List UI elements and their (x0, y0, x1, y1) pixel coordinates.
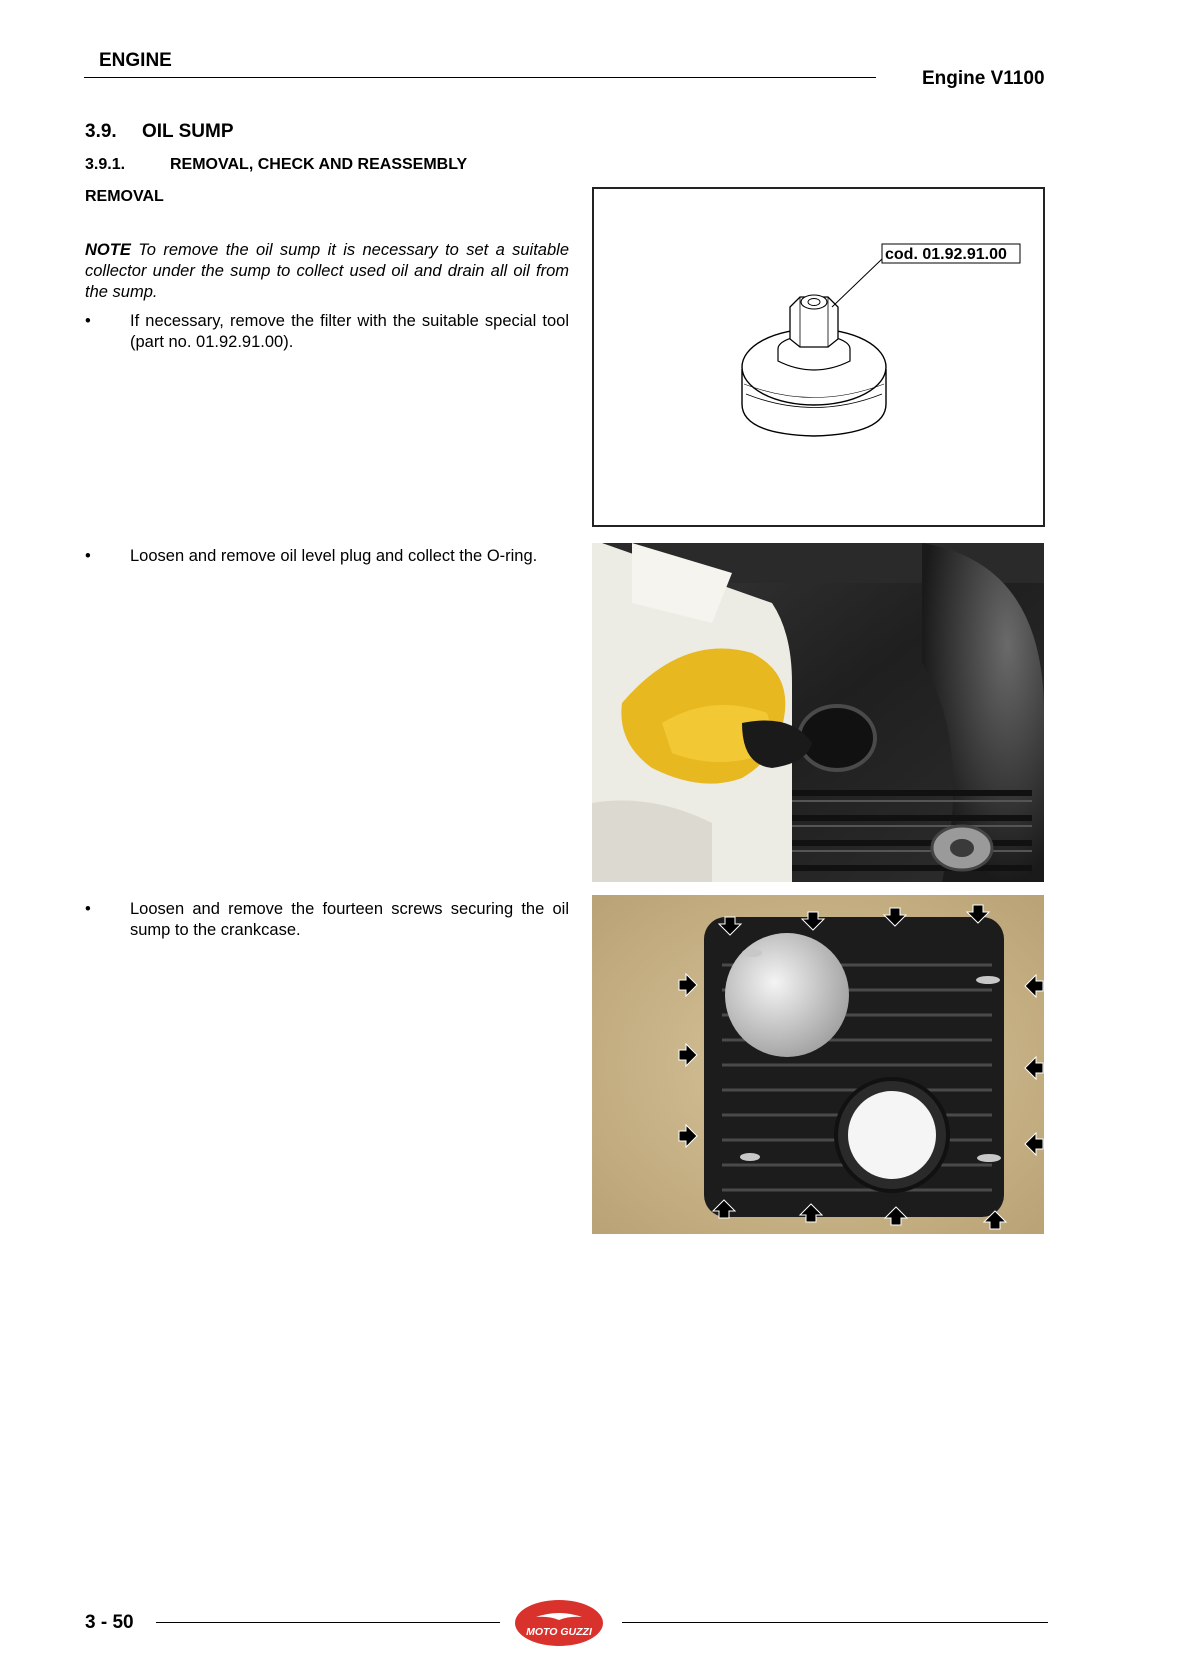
logo-text: MOTO GUZZI (526, 1626, 592, 1638)
subsection-title: REMOVAL, CHECK AND REASSEMBLY (170, 156, 468, 173)
step-item (85, 546, 569, 567)
oil-sump-screws-photo (592, 895, 1044, 1234)
tool-code-label: cod. 01.92.91.00 (885, 246, 1007, 263)
step-text: Loosen and remove oil level plug and collect the O-ring. (130, 547, 538, 565)
glove-plug-illustration (592, 543, 1044, 882)
oil-level-plug-photo (592, 543, 1044, 882)
step-text: Loosen and remove the fourteen screws securing the oil sump to the crankcase. (130, 900, 569, 939)
section-number: 3.9. (85, 121, 117, 142)
step-item (85, 311, 569, 353)
subsection-heading (85, 156, 467, 174)
removal-heading: REMOVAL (85, 188, 164, 205)
filter-wrench-drawing (594, 189, 1043, 525)
section-heading (85, 121, 234, 143)
bullet-icon: • (85, 312, 91, 330)
subsection-number: 3.9.1. (85, 156, 126, 173)
bullet-icon: • (85, 547, 91, 565)
special-tool-figure (592, 187, 1045, 527)
note-text: To remove the oil sump it is necessary to set a suitable collector under the sump to collect used oil and drain all oil from the sump. (85, 241, 569, 301)
footer-divider-right (622, 1622, 1048, 1623)
page-number: 3 - 50 (85, 1612, 134, 1633)
footer-divider-left (156, 1622, 500, 1623)
header-model-title: Engine V1100 (922, 68, 1045, 89)
header-divider (84, 77, 876, 78)
moto-guzzi-logo (514, 1599, 604, 1647)
step-text: If necessary, remove the filter with the suitable special tool (part no. 01.92.91.00). (130, 312, 569, 351)
logo-eagle-icon (514, 1599, 604, 1647)
bullet-icon: • (85, 900, 91, 918)
section-title: OIL SUMP (142, 121, 234, 142)
header-section-title: ENGINE (99, 50, 172, 71)
note-paragraph (85, 240, 569, 303)
note-label: NOTE (85, 241, 131, 259)
oil-sump-illustration (592, 895, 1044, 1234)
step-item (85, 899, 569, 941)
